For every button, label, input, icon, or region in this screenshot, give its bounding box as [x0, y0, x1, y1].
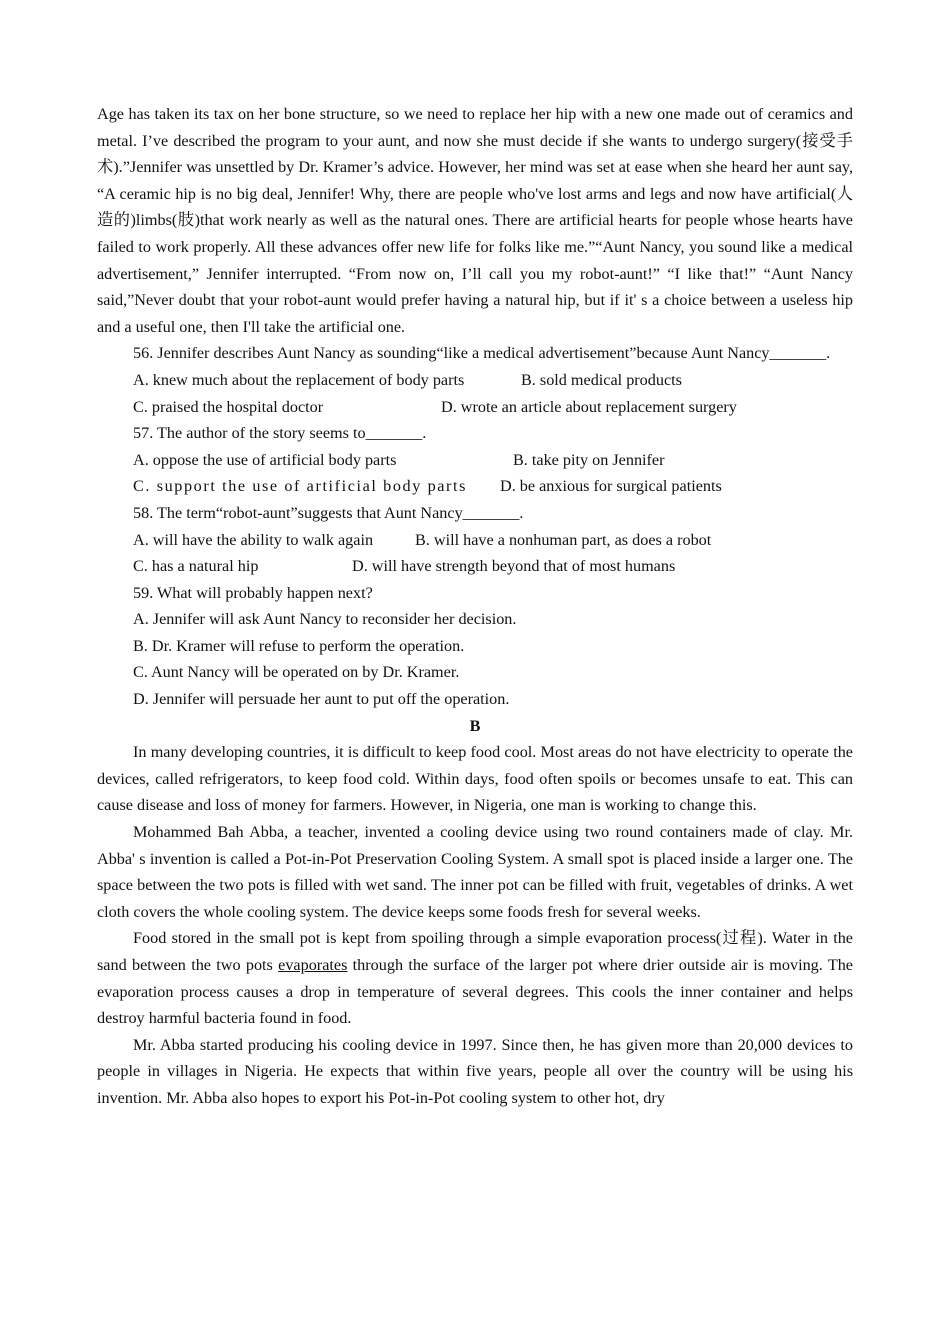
question-59-stem: 59. What will probably happen next? — [133, 583, 373, 602]
q59-option-c: C. Aunt Nancy will be operated on by Dr. Kramer. — [133, 663, 460, 682]
passage-a-closing-paragraph: Age has taken its tax on her bone structure, so we need to replace her hip with a new one made out of ceramics and metal. I’ve described the program to your aunt, and now she must decide if she wants to undergo surgery(接受手术).”Jennifer was unsettled by Dr. Kramer’s advice. However, her mind was set at ease when she heard her aunt say, “A ceramic hip is no big deal, Jennifer! Why, there are people who've lost arms and legs and now have artificial(人造的)limbs(肢)that work nearly as well as the natural ones. There are artificial hearts for people whose hearts have failed to work properly. All these advances offer new life for folks like me.”“Aunt Nancy, you sound like a medical advertisement,” Jennifer interrupted. “From now on, I’ll call you my robot-aunt!” “I like that!” “Aunt Nancy said,”Never doubt that your robot-aunt would prefer having a natural hip, but if it' s a choice between a useless hip and a useful one, then I'll take the artificial one. — [97, 105, 853, 336]
passage-b-paragraph-1: In many developing countries, it is difficult to keep food cool. Most areas do not have electricity to operate the devices, called refrigerators, to keep food cold. Within days, food often spoils or becomes unsafe to eat. This can cause disease and loss of money for farmers. However, in Nigeria, one man is working to change this. — [97, 743, 853, 815]
passage-b-paragraph-3 — [97, 925, 853, 1031]
q57-option-d: D. be anxious for surgical patients — [500, 477, 722, 496]
document-page — [97, 101, 853, 1112]
p3-text-after: through the surface of the larger pot where drier outside air is moving. The evaporation process causes a drop in temperature of several degrees. This cools the inner container and helps destroy harmful bacteria found in food. — [97, 956, 853, 1028]
q59-option-d: D. Jennifer will persuade her aunt to put off the operation. — [133, 690, 510, 709]
underlined-word-evaporates: evaporates — [278, 956, 348, 974]
q58-option-a: A. will have the ability to walk again — [133, 530, 374, 549]
question-58-options-row-1 — [97, 527, 853, 554]
q56-option-a: A. knew much about the replacement of body parts — [133, 370, 465, 389]
q59-option-a: A. Jennifer will ask Aunt Nancy to reconsider her decision. — [133, 610, 517, 629]
q56-option-d: D. wrote an article about replacement surgery — [441, 397, 737, 416]
q56-option-c: C. praised the hospital doctor — [133, 397, 324, 416]
question-58-options-row-2 — [97, 553, 853, 580]
passage-b-paragraph-2: Mohammed Bah Abba, a teacher, invented a cooling device using two round containers made of clay. Mr. Abba' s invention is called a Pot-in-Pot Preservation Cooling System. A small spot is placed inside a larger one. The space between the two pots is filled with wet sand. The inner pot can be filled with fruit, vegetables of drinks. A wet cloth covers the whole cooling system. The device keeps some foods fresh for several weeks. — [97, 823, 853, 921]
q59-option-b: B. Dr. Kramer will refuse to perform the operation. — [133, 636, 465, 655]
q56-option-b: B. sold medical products — [521, 370, 682, 389]
p3-text-before: Food stored in the small pot is kept from spoiling through a simple evaporation process(过程). Water in the sand between the two pots — [97, 929, 853, 974]
question-58-stem: 58. The term“robot-aunt”suggests that Aunt Nancy_______. — [133, 503, 524, 522]
section-heading-b: B — [469, 716, 481, 735]
q57-option-a: A. oppose the use of artificial body parts — [133, 450, 397, 469]
q58-option-b: B. will have a nonhuman part, as does a robot — [415, 530, 712, 549]
q58-option-d: D. will have strength beyond that of most humans — [352, 557, 676, 576]
q57-option-b: B. take pity on Jennifer — [513, 450, 665, 469]
q58-option-c: C. has a natural hip — [133, 557, 259, 576]
question-57-options-row-2 — [97, 473, 853, 500]
question-57-options-row-1 — [97, 447, 853, 474]
question-56-stem: 56. Jennifer describes Aunt Nancy as sounding“like a medical advertisement”because Aunt Nancy_______. — [133, 344, 831, 363]
q57-option-c: C. support the use of artificial body parts — [133, 477, 468, 496]
passage-b-paragraph-4: Mr. Abba started producing his cooling device in 1997. Since then, he has given more than 20,000 devices to people in villages in Nigeria. He expects that within five years, people all over the country will be using his invention. Mr. Abba also hopes to export his Pot-in-Pot cooling system to other hot, dry — [97, 1035, 853, 1107]
question-56-options-row-1 — [97, 367, 853, 394]
question-57-stem: 57. The author of the story seems to_______. — [133, 424, 427, 443]
question-56-options-row-2 — [97, 394, 853, 421]
